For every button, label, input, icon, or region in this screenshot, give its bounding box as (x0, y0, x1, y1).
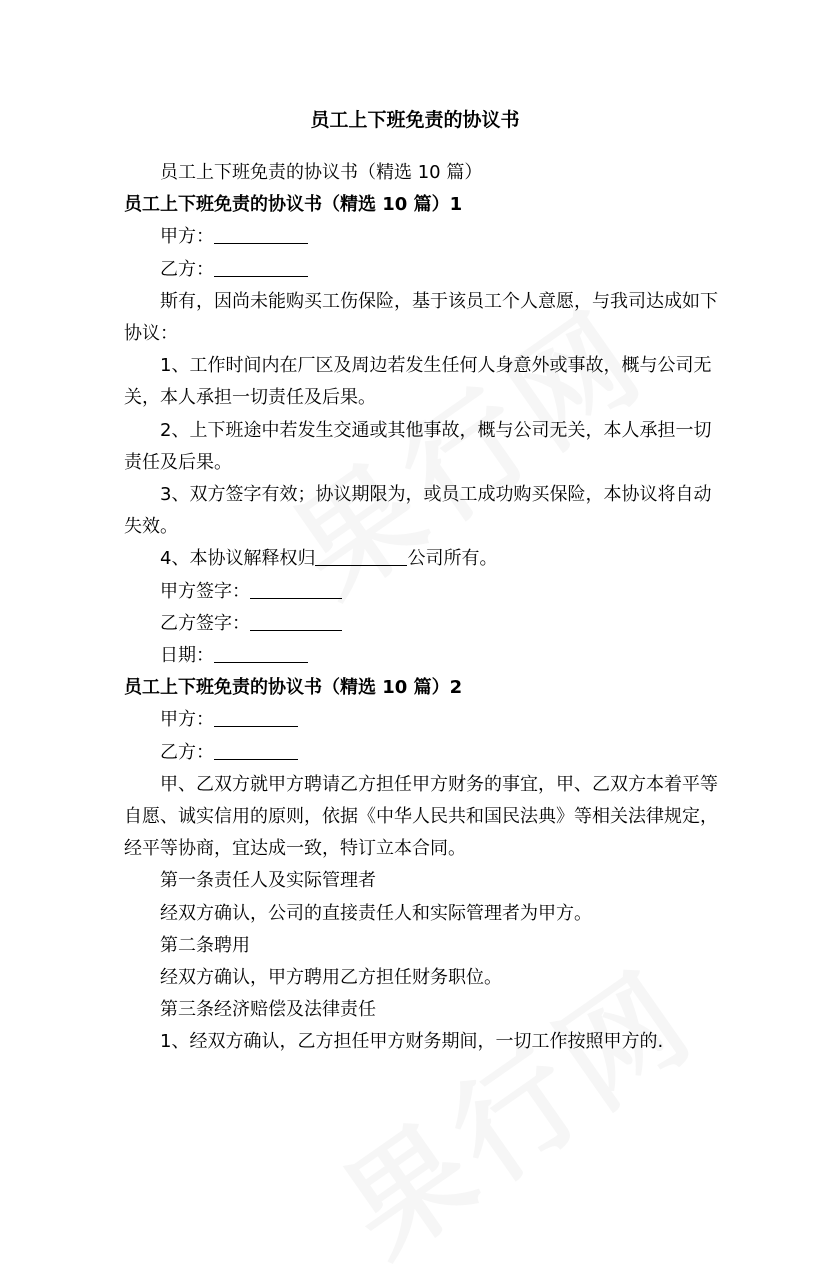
party-a-line: 甲方： (124, 221, 724, 253)
article-title: 第三条经济赔偿及法律责任 (160, 999, 376, 1021)
clause-item: 2、上下班途中若发生交通或其他事故，概与公司无关，本人承担一切责任及后果。 (124, 419, 712, 473)
blank-line (214, 642, 308, 663)
article-title: 第二条聘用 (160, 934, 250, 956)
blank-line (214, 223, 308, 244)
clause-item: 3、双方签字有效；协议期限为，或员工成功购买保险，本协议将自动失效。 (124, 484, 712, 538)
blank-line (214, 706, 298, 727)
party-b-line: 乙方： (124, 737, 724, 769)
document-subtitle: 员工上下班免责的协议书（精选 10 篇） (160, 162, 483, 183)
date-line: 日期： (124, 640, 724, 672)
clause-item: 4、本协议解释权归 公司所有。 (124, 543, 724, 575)
paragraph: 斯有，因尚未能购买工伤保险，基于该员工个人意愿，与我司达成如下协议： (124, 290, 718, 345)
signature-line: 甲方签字： (124, 576, 724, 608)
blank-line (214, 256, 308, 277)
blank-line (250, 610, 342, 631)
party-a-line: 甲方： (124, 704, 724, 736)
article-title: 第一条责任人及实际管理者 (160, 870, 376, 892)
section-heading: 员工上下班免责的协议书（精选 10 篇）1 (124, 194, 463, 216)
clause-item: 1、工作时间内在厂区及周边若发生任何人身意外或事故，概与公司无关，本人承担一切责任及后果。 (124, 355, 712, 409)
signature-line: 乙方签字： (124, 608, 724, 640)
blank-line (214, 739, 298, 760)
section-heading: 员工上下班免责的协议书（精选 10 篇）2 (124, 677, 463, 699)
party-b-line: 乙方： (124, 254, 724, 286)
blank-line (315, 545, 407, 566)
clause-item: 1、经双方确认，乙方担任甲方财务期间，一切工作按照甲方的. (160, 1031, 664, 1053)
paragraph: 经双方确认，公司的直接责任人和实际管理者为甲方。 (160, 902, 592, 924)
document-body (124, 157, 724, 1059)
paragraph: 经双方确认，甲方聘用乙方担任财务职位。 (160, 967, 502, 989)
blank-line (250, 578, 342, 599)
document-title: 员工上下班免责的协议书 (310, 109, 520, 131)
paragraph: 甲、乙双方就甲方聘请乙方担任甲方财务的事宜，甲、乙双方本着平等自愿、诚实信用的原则，依据《中华人民共和国民法典》等相关法律规定，经平等协商，宜达成一致，特订立本合同。 (124, 773, 718, 860)
